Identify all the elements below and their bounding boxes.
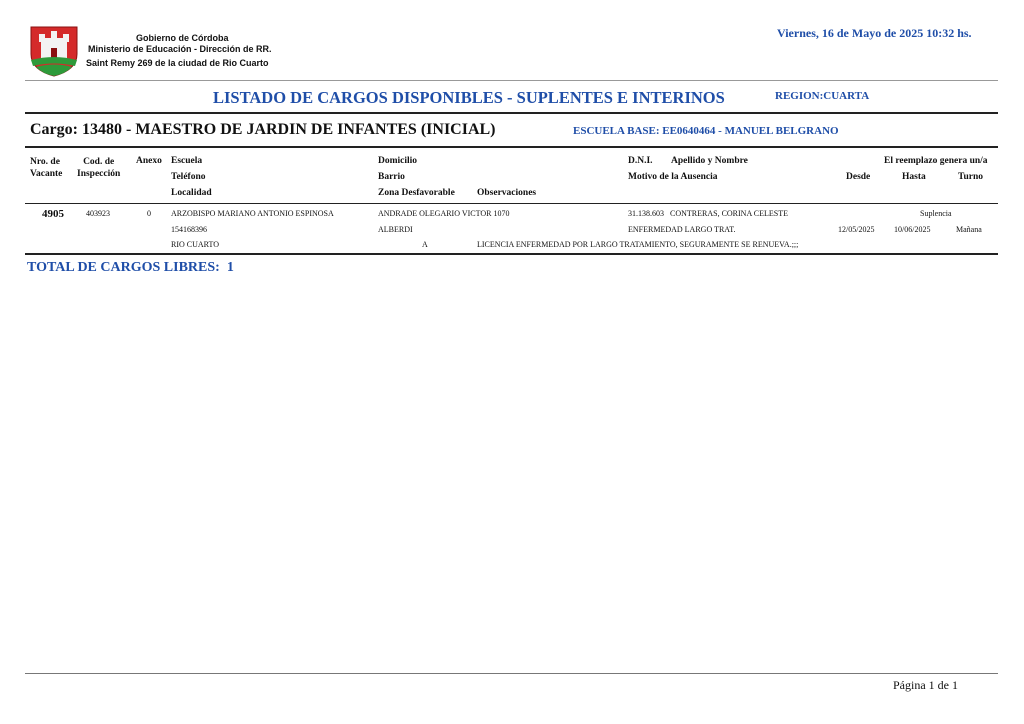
telefono-value: 154168396 [171,225,207,234]
col-zona: Zona Desfavorable [378,188,455,198]
vacante-number: 4905 [42,208,64,220]
dni-value: 31.138.603 [628,209,664,218]
report-title: LISTADO DE CARGOS DISPONIBLES - SUPLENTES E INTERINOS [213,88,725,107]
col-cod-inspeccion: Cod. de Inspección [77,157,121,179]
org-ministry: Ministerio de Educación - Dirección de RR. [88,44,272,54]
turno-value: Mañana [956,225,982,234]
localidad-value: RIO CUARTO [171,240,220,249]
tipo-value: Suplencia [920,209,952,218]
col-anexo: Anexo [136,156,162,166]
header-row-divider [25,203,998,204]
col-telefono: Teléfono [171,172,206,182]
col-apellido: Apellido y Nombre [671,156,748,166]
col-observaciones: Observaciones [477,188,537,198]
total-cargos: TOTAL DE CARGOS LIBRES: 1 [27,260,234,275]
inspeccion-code: 403923 [86,209,110,218]
anexo-value: 0 [147,209,151,218]
col-nro-vacante: Nro. de Vacante [30,157,63,179]
col-reemplazo: El reemplazo genera un/a [884,156,988,166]
footer-divider [25,673,998,674]
region-label: REGION:CUARTA [775,90,870,102]
col-barrio: Barrio [378,172,405,182]
header-divider [25,80,998,81]
col-localidad: Localidad [171,188,212,198]
cargo-label: Cargo: 13480 - MAESTRO DE JARDIN DE INFANTES (INICIAL) [30,121,496,138]
hasta-value: 10/06/2025 [894,225,931,234]
org-name: Gobierno de Córdoba [136,33,229,43]
col-escuela: Escuela [171,156,203,166]
col-desde: Desde [846,172,871,182]
col-dni: D.N.I. [628,156,653,166]
motivo-value: ENFERMEDAD LARGO TRAT. [628,225,736,234]
escuela-base: ESCUELA BASE: EE0640464 - MANUEL BELGRANO [573,125,839,137]
cargo-divider [25,146,998,148]
apellido-value: CONTRERAS, CORINA CELESTE [670,209,789,218]
coat-of-arms-icon [27,24,81,78]
org-address: Saint Remy 269 de la ciudad de Rio Cuarto [86,58,269,68]
desde-value: 12/05/2025 [838,225,875,234]
escuela-name: ARZOBISPO MARIANO ANTONIO ESPINOSA [171,209,334,218]
domicilio-value: ANDRADE OLEGARIO VICTOR 1070 [378,209,510,218]
observaciones-value: LICENCIA ENFERMEDAD POR LARGO TRATAMIENTO, SEGURAMENTE SE RENUEVA.;;; [477,240,799,249]
col-motivo: Motivo de la Ausencia [628,172,718,182]
col-turno: Turno [958,172,983,182]
report-datetime: Viernes, 16 de Mayo de 2025 10:32 hs. [777,26,972,40]
page-number: Página 1 de 1 [893,678,958,692]
barrio-value: ALBERDI [378,225,413,234]
col-hasta: Hasta [902,172,926,182]
zona-value: A [422,240,428,249]
row-divider [25,253,998,255]
col-domicilio: Domicilio [378,156,418,166]
title-divider [25,112,998,114]
